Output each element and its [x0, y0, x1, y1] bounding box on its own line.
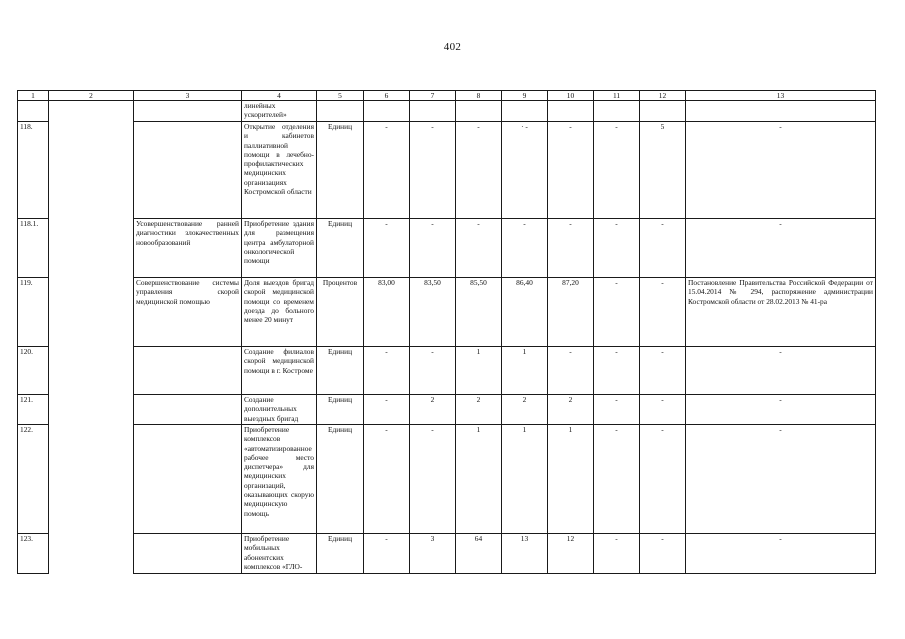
value-cell: - [410, 347, 456, 395]
table-row [18, 219, 876, 278]
value-cell: - [640, 534, 686, 574]
value-cell: 1 [456, 425, 502, 534]
basis-cell: - [686, 395, 876, 425]
value-cell: 64 [456, 534, 502, 574]
header-cell-9: 9 [502, 91, 548, 101]
value-cell: 2 [410, 395, 456, 425]
measure-cell: Усовершенствование ранней диагностики злокачественных новообразований [134, 219, 242, 278]
table-row [18, 122, 876, 219]
header-cell-13: 13 [686, 91, 876, 101]
value-cell: - [410, 219, 456, 278]
basis-cell: - [686, 534, 876, 574]
activity-cell: Создание дополнительных выездных бригад [242, 395, 317, 425]
value-cell: 1 [456, 347, 502, 395]
table-row [18, 534, 876, 574]
value-cell: - [456, 122, 502, 219]
basis-cell: - [686, 122, 876, 219]
row-number: 123. [18, 534, 49, 574]
measure-cell [134, 425, 242, 534]
value-cell: - [548, 347, 594, 395]
value-cell: 86,40 [502, 278, 548, 347]
measure-cell: Совершенствование системы управления скорой медицинской помощью [134, 278, 242, 347]
table-row [18, 395, 876, 425]
activity-cell: Доля выездов бригад скорой медицинской помощи со временем доезда до больного менее 20 минут [242, 278, 317, 347]
value-cell: 83,00 [364, 278, 410, 347]
header-cell-8: 8 [456, 91, 502, 101]
indicators-table [17, 90, 876, 574]
value-cell: - [640, 278, 686, 347]
header-cell-4: 4 [242, 91, 317, 101]
header-cell-10: 10 [548, 91, 594, 101]
value-cell: - [640, 347, 686, 395]
value-cell: - [548, 122, 594, 219]
row-number: 122. [18, 425, 49, 534]
value-cell: - [594, 534, 640, 574]
value-cell: - [364, 425, 410, 534]
value-cell: 2 [456, 395, 502, 425]
table-row [18, 347, 876, 395]
value-cell: - [364, 219, 410, 278]
header-cell-11: 11 [594, 91, 640, 101]
measure-cell [134, 347, 242, 395]
value-cell: - [456, 219, 502, 278]
value-cell: 83,50 [410, 278, 456, 347]
header-cell-12: 12 [640, 91, 686, 101]
row-number: 118.1. [18, 219, 49, 278]
measure-cell [134, 534, 242, 574]
value-cell: - [364, 122, 410, 219]
activity-cell: Приобретение здания для размещения центра амбулаторной онкологической помощи [242, 219, 317, 278]
page-number: 402 [443, 41, 462, 53]
activity-cell: Открытие отделения и кабинетов паллиативной помощи в лечебно-профилактических медицинских организациях Костромской области [242, 122, 317, 219]
value-cell: - [548, 219, 594, 278]
value-cell: 12 [548, 534, 594, 574]
value-cell: - [594, 425, 640, 534]
value-cell: - [640, 395, 686, 425]
value-cell: - [364, 395, 410, 425]
value-cell: - [410, 122, 456, 219]
unit-cell: Единиц [317, 219, 364, 278]
header-cell-6: 6 [364, 91, 410, 101]
value-cell: - [410, 425, 456, 534]
header-row [18, 91, 876, 101]
value-cell: - [640, 425, 686, 534]
basis-cell: - [686, 425, 876, 534]
unit-cell: Единиц [317, 395, 364, 425]
header-cell-2: 2 [49, 91, 134, 101]
activity-cell: линейных ускорителей» [242, 101, 317, 122]
column-2-cell [49, 101, 134, 574]
value-cell: - [502, 219, 548, 278]
value-cell: 87,20 [548, 278, 594, 347]
activity-cell: Создание филиалов скорой медицинской помощи в г. Костроме [242, 347, 317, 395]
value-cell: 3 [410, 534, 456, 574]
value-cell: 5 [640, 122, 686, 219]
header-cell-3: 3 [134, 91, 242, 101]
header-cell-5: 5 [317, 91, 364, 101]
value-cell: 85,50 [456, 278, 502, 347]
row-number: 121. [18, 395, 49, 425]
value-cell: - [594, 122, 640, 219]
unit-cell: Процентов [317, 278, 364, 347]
value-cell: - [364, 534, 410, 574]
unit-cell: Единиц [317, 534, 364, 574]
value-cell: - [640, 219, 686, 278]
table-row [18, 278, 876, 347]
row-number: 119. [18, 278, 49, 347]
measure-cell [134, 395, 242, 425]
value-cell: - [594, 347, 640, 395]
value-cell: 1 [502, 347, 548, 395]
activity-cell: Приобретение комплексов «автоматизированное рабочее место диспетчера» для медицинских организаций, оказывающих скорую медицинскую помощь [242, 425, 317, 534]
value-cell: - [594, 219, 640, 278]
value-cell: - [594, 395, 640, 425]
measure-cell [134, 122, 242, 219]
unit-cell: Единиц [317, 347, 364, 395]
unit-cell: Единиц [317, 425, 364, 534]
table-row [18, 101, 876, 122]
basis-cell: Постановление Правительства Российской Федерации от 15.04.2014 № 294, распоряжение администрации Костромской области от 28.02.2013 № 41-ра [686, 278, 876, 347]
value-cell: 2 [502, 395, 548, 425]
value-cell: 2 [548, 395, 594, 425]
header-cell-7: 7 [410, 91, 456, 101]
value-cell: 13 [502, 534, 548, 574]
value-cell: 1 [502, 425, 548, 534]
unit-cell: Единиц [317, 122, 364, 219]
value-cell: - [364, 347, 410, 395]
value-cell: · - [502, 122, 548, 219]
basis-cell: - [686, 219, 876, 278]
header-cell-1: 1 [18, 91, 49, 101]
row-number: 118. [18, 122, 49, 219]
table-row [18, 425, 876, 534]
basis-cell: - [686, 347, 876, 395]
value-cell: - [594, 278, 640, 347]
value-cell: 1 [548, 425, 594, 534]
activity-cell: Приобретение мобильных абонентских комплексов «ГЛО- [242, 534, 317, 574]
row-number: 120. [18, 347, 49, 395]
